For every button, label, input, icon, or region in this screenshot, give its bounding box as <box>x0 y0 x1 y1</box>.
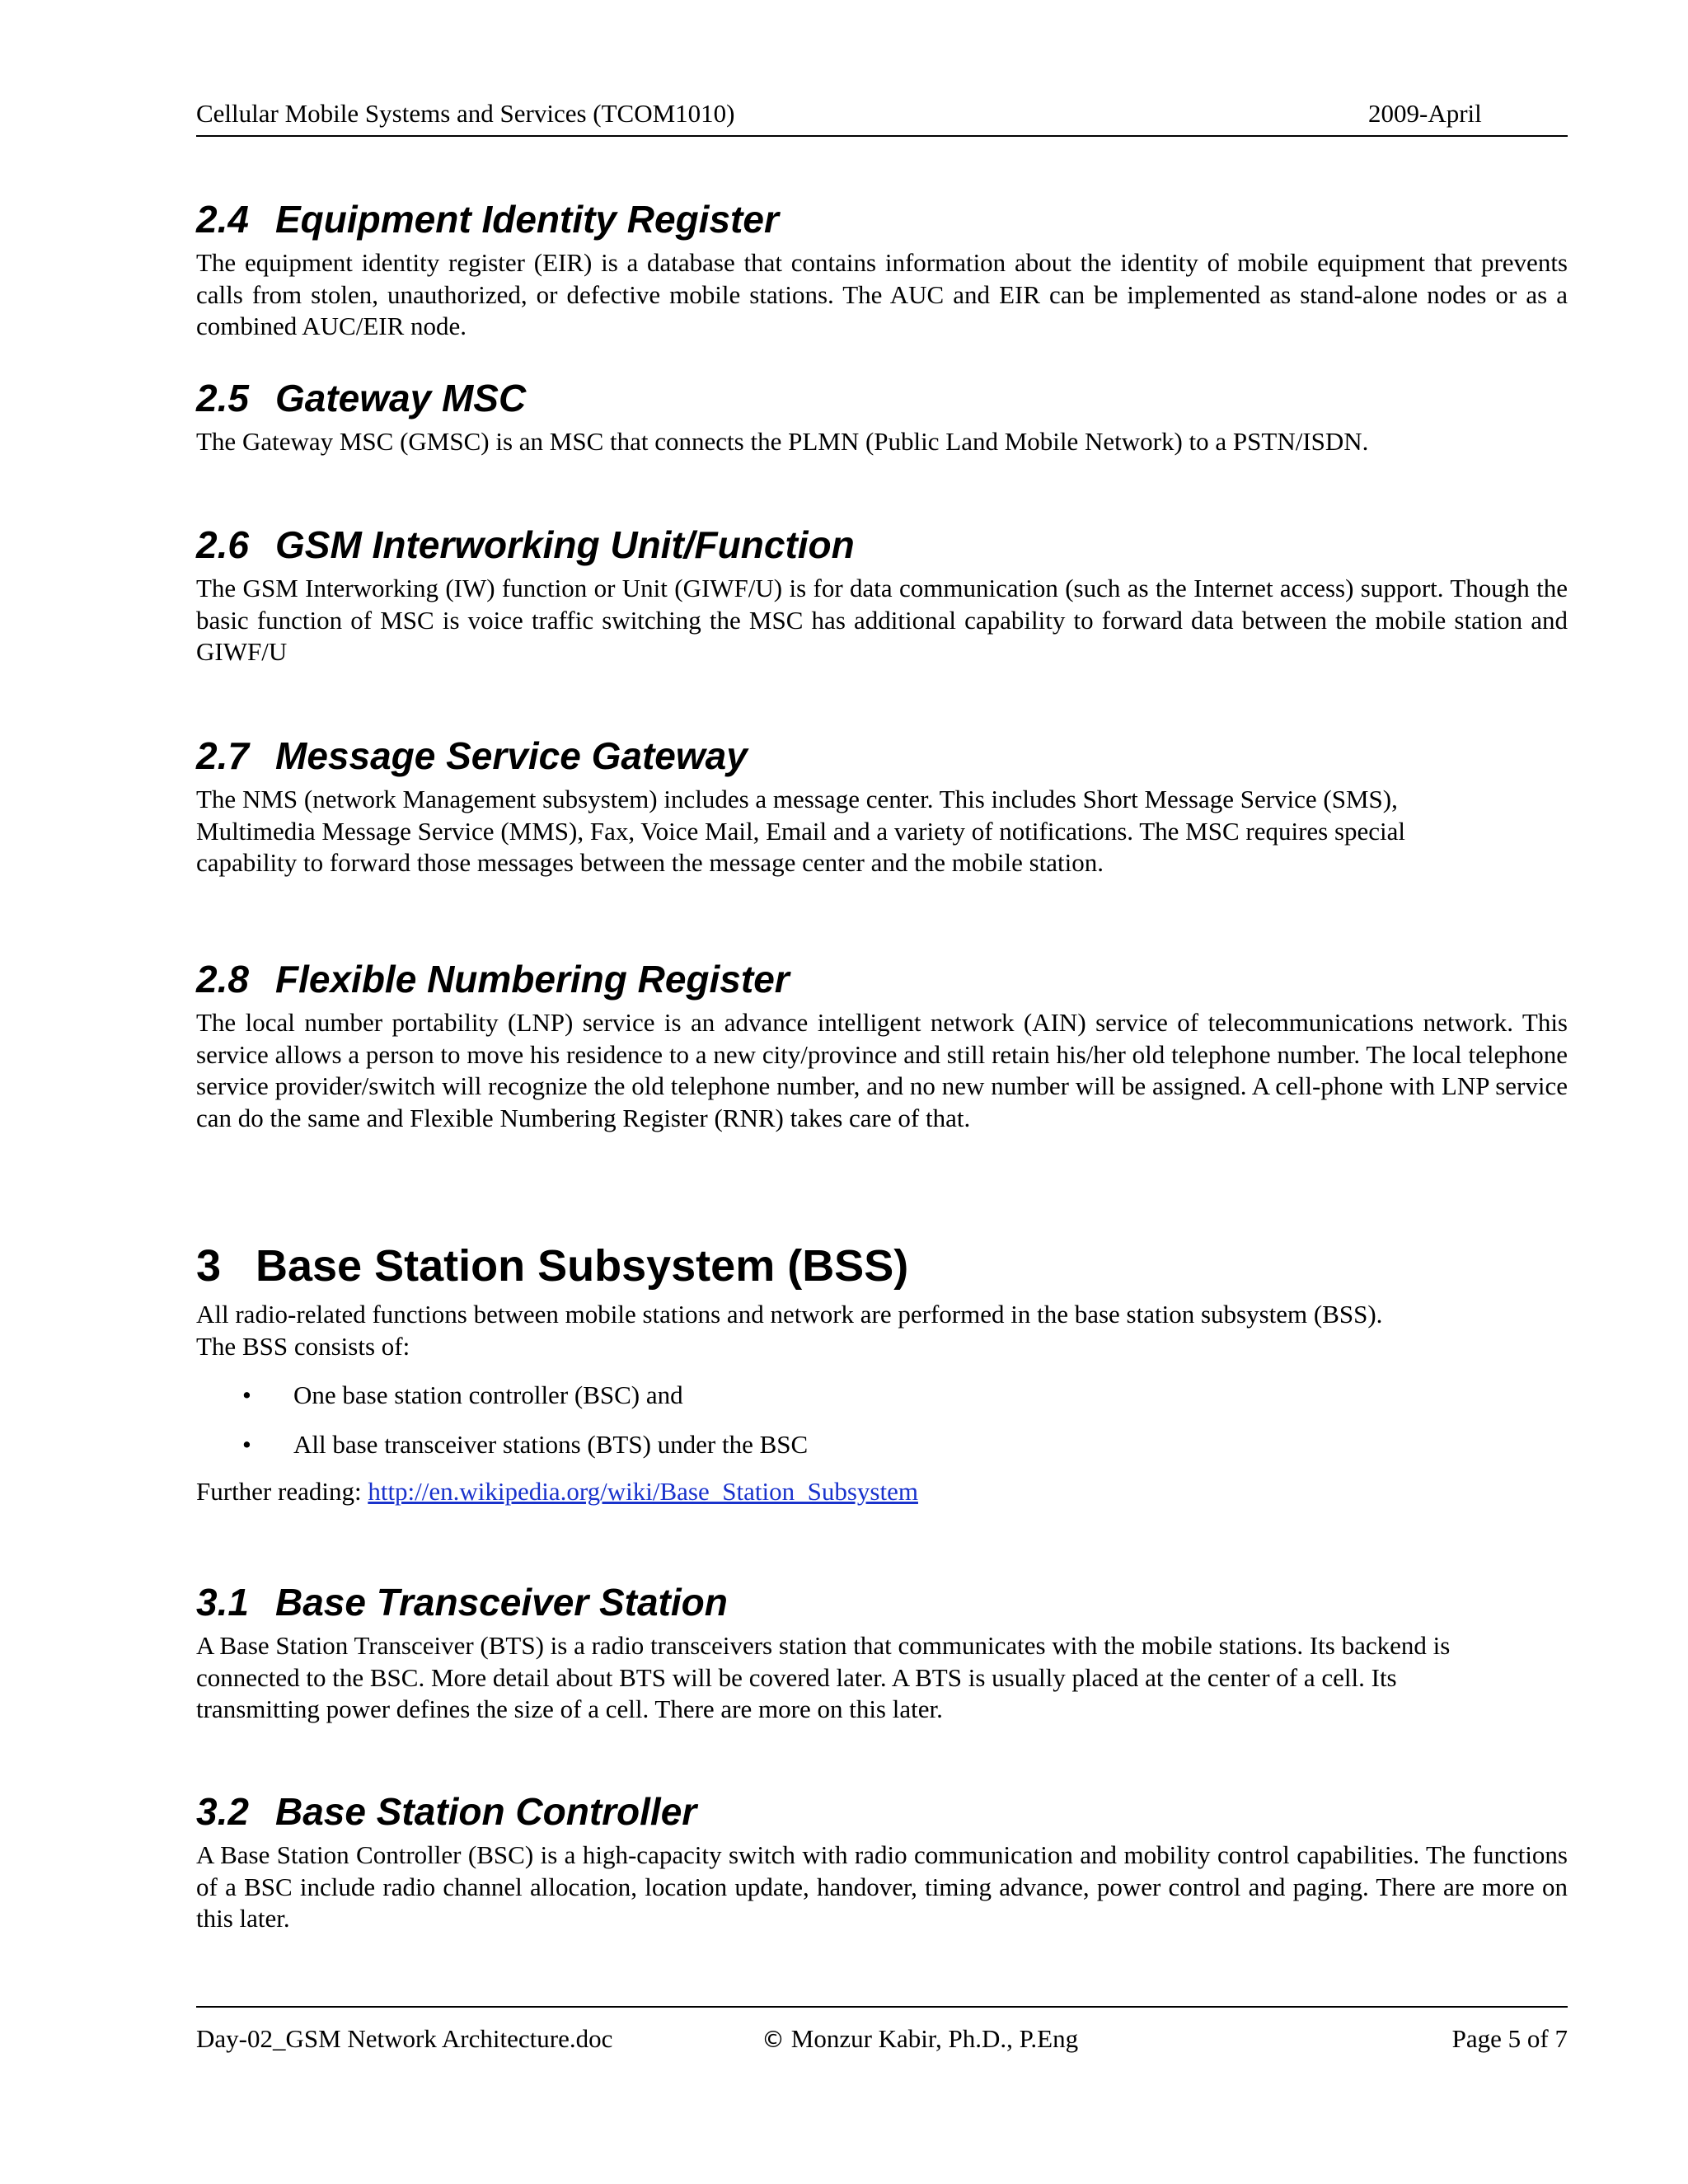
paragraph-line: connected to the BSC. More detail about BTS will be covered later. A BTS is usually placed at the center of a cell. Its <box>196 1662 1397 1692</box>
section-number: 3.2 <box>196 1790 249 1833</box>
page-header <box>196 97 1568 137</box>
copyright-icon: © <box>762 2026 785 2053</box>
paragraph-2-6: The GSM Interworking (IW) function or Unit (GIWF/U) is for data communication (such as the Internet access) support. Though the basic function of MSC is voice traffic switching the MSC has additional capability to forward data between the mobile station and GIWF/U <box>196 574 1568 666</box>
section-number: 2.8 <box>196 958 249 1001</box>
heading-3-2 <box>196 1788 696 1835</box>
section-title: Message Service Gateway <box>275 734 748 777</box>
list-item <box>196 1379 1568 1428</box>
section-number: 2.5 <box>196 377 249 419</box>
list-item <box>196 1428 1568 1478</box>
footer-author <box>762 2022 1078 2056</box>
further-reading-link[interactable]: http://en.wikipedia.org/wiki/Base_Station_Subsystem <box>368 1477 918 1506</box>
heading-2-7 <box>196 733 748 779</box>
section-title: Equipment Identity Register <box>275 198 779 241</box>
heading-3-1 <box>196 1579 728 1625</box>
paragraph-line: The BSS consists of: <box>196 1331 410 1361</box>
paragraph-2-7 <box>196 784 1568 879</box>
section-number: 2.4 <box>196 198 249 241</box>
list-item-text: All base transceiver stations (BTS) under the BSC <box>293 1430 809 1459</box>
section-number: 3 <box>196 1241 222 1291</box>
footer-author-name: Monzur Kabir, Ph.D., P.Eng <box>785 2024 1079 2053</box>
paragraph-2-8: The local number portability (LNP) service is an advance intelligent network (AIN) service of telecommunications network. This service allows a person to move his residence to a new city/province and still retain his/her old telephone number. The local telephone service provider/switch will recognize the old telephone number, and no new number will be assigned. A cell-phone with LNP service can do the same and Flexible Numbering Register (RNR) takes care of that. <box>196 1008 1568 1132</box>
paragraph-line: A Base Station Transceiver (BTS) is a radio transceivers station that communicates with the mobile stations. Its backend is <box>196 1631 1451 1660</box>
paragraph-3-1 <box>196 1630 1568 1726</box>
heading-3 <box>196 1240 908 1292</box>
document-page <box>196 0 1568 2184</box>
section-title: GSM Interworking Unit/Function <box>275 523 855 566</box>
page-footer <box>196 2006 1568 2065</box>
bss-components-list <box>196 1379 1568 1478</box>
header-date: 2009-April <box>1368 99 1482 128</box>
section-title: Base Station Controller <box>275 1790 697 1833</box>
section-title: Flexible Numbering Register <box>275 958 790 1001</box>
paragraph-line: capability to forward those messages between the message center and the mobile station. <box>196 848 1104 877</box>
section-number: 2.7 <box>196 734 249 777</box>
paragraph-2-5: The Gateway MSC (GMSC) is an MSC that connects the PLMN (Public Land Mobile Network) to a PSTN/ISDN. <box>196 427 1369 456</box>
paragraph-3 <box>196 1299 1568 1362</box>
paragraph-line: Multimedia Message Service (MMS), Fax, Voice Mail, Email and a variety of notifications. The MSC requires special <box>196 816 1406 846</box>
section-title: Base Transceiver Station <box>275 1581 728 1624</box>
paragraph-line: All radio-related functions between mobile stations and network are performed in the base station subsystem (BSS). <box>196 1300 1383 1329</box>
paragraph-2-4: The equipment identity register (EIR) is a database that contains information about the identity of mobile equipment that prevents calls from stolen, unauthorized, or defective mobile stations. The AUC and EIR can be implemented as stand-alone nodes or as a combined AUC/EIR node. <box>196 248 1568 340</box>
paragraph-line: transmitting power defines the size of a cell. There are more on this later. <box>196 1694 943 1723</box>
section-number: 2.6 <box>196 523 249 566</box>
list-item-text: One base station controller (BSC) and <box>293 1380 683 1409</box>
further-reading <box>196 1476 1568 1508</box>
section-number: 3.1 <box>196 1581 249 1624</box>
section-title: Gateway MSC <box>275 377 527 419</box>
section-title: Base Station Subsystem (BSS) <box>256 1241 909 1291</box>
footer-filename: Day-02_GSM Network Architecture.doc <box>196 2024 613 2053</box>
heading-2-4 <box>196 196 779 242</box>
paragraph-line: The NMS (network Management subsystem) includes a message center. This includes Short Message Service (SMS), <box>196 785 1398 813</box>
bullet-icon: • <box>242 1430 251 1459</box>
paragraph-3-2: A Base Station Controller (BSC) is a high-capacity switch with radio communication and mobility control capabilities. The functions of a BSC include radio channel allocation, location update, handover, timing advance, power control and paging. There are more on this later. <box>196 1840 1568 1933</box>
footer-page-number: Page 5 of 7 <box>1451 2024 1568 2053</box>
heading-2-6 <box>196 522 855 568</box>
heading-2-5 <box>196 375 526 421</box>
header-course-title: Cellular Mobile Systems and Services (TCOM1010) <box>196 99 735 128</box>
heading-2-8 <box>196 956 790 1002</box>
further-reading-label: Further reading: <box>196 1477 368 1506</box>
bullet-icon: • <box>242 1380 251 1409</box>
